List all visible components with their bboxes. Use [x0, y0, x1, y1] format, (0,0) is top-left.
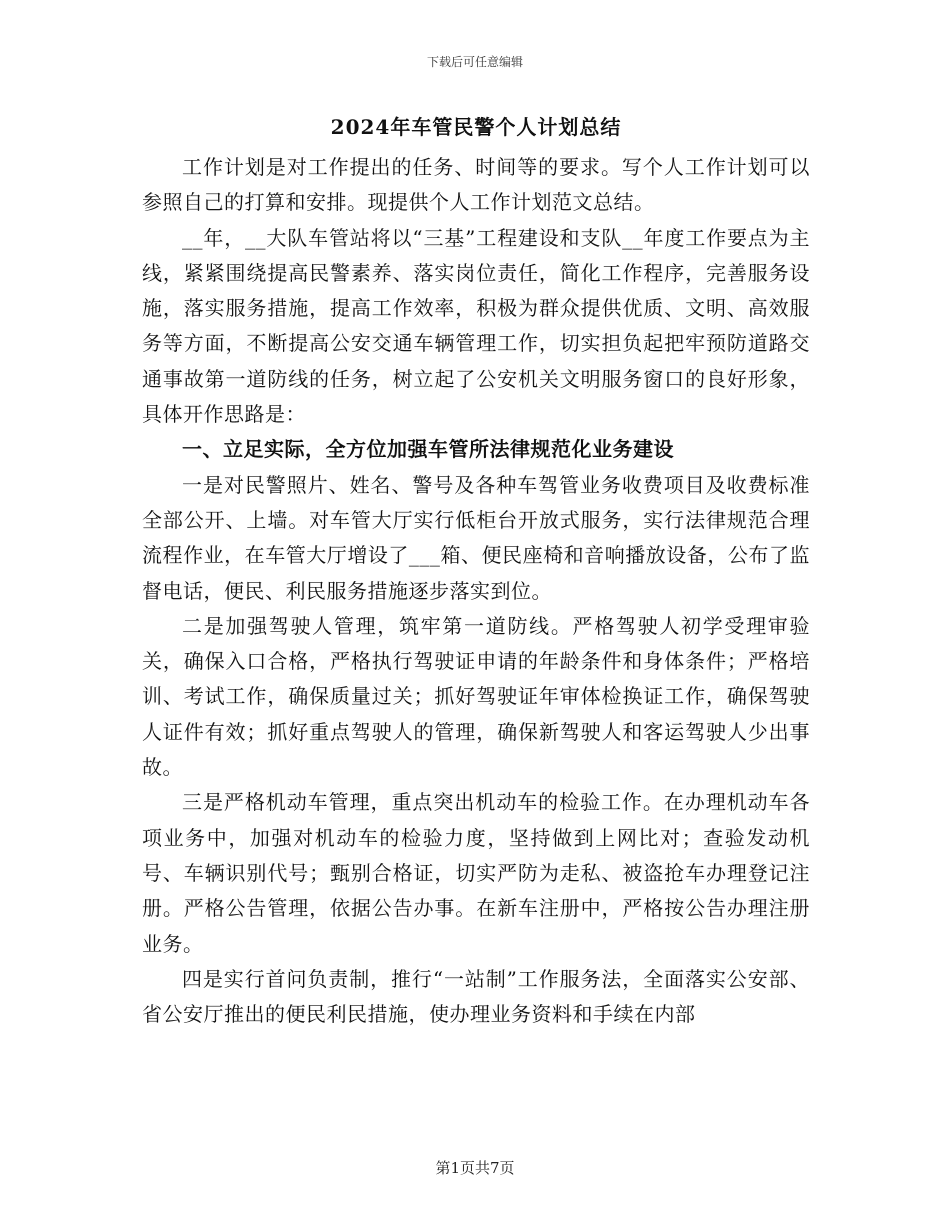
paragraph-item-1: 一是对民警照片、姓名、警号及各种车驾管业务收费项目及收费标准全部公开、上墙。对车管大厅实行低柜台开放式服务，实行法律规范合理流程作业，在车管大厅增设了___箱、便民座椅和音响播放设备，公布了监督电话，便民、利民服务措施逐步落实到位。 — [142, 472, 810, 603]
page-header-note: 下载后可任意编辑 — [426, 55, 523, 69]
section-heading-1: 一、立足实际，全方位加强车管所法律规范化业务建设 — [182, 437, 674, 462]
paragraph-overview: __年，__大队车管站将以“三基”工程建设和支队__年度工作要点为主线，紧紧围绕提高民警素养、落实岗位责任，简化工作程序，完善服务设施，落实服务措施，提高工作效率，积极为群众提供优质、文明、高效服务等方面，不断提高公安交通车辆管理工作，切实担负起把牢预防道路交通事故第一道防线的任务，树立起了公安机关文明服务窗口的良好形象，具体开作思路是： — [142, 225, 810, 427]
document-body — [142, 108, 810, 1032]
paragraph-item-2: 二是加强驾驶人管理，筑牢第一道防线。严格驾驶人初学受理审验关，确保入口合格，严格执行驾驶证申请的年龄条件和身体条件；严格培训、考试工作，确保质量过关；抓好驾驶证年审体检换证工作，确保驾驶人证件有效；抓好重点驾驶人的管理，确保新驾驶人和客运驾驶人少出事故。 — [142, 613, 810, 780]
document-title: 2024年车管民警个人计划总结 — [330, 115, 622, 139]
paragraph-item-3: 三是严格机动车管理，重点突出机动车的检验工作。在办理机动车各项业务中，加强对机动车的检验力度，坚持做到上网比对；查验发动机号、车辆识别代号；甄别合格证，切实严防为走私、被盗抢车办理登记注册。严格公告管理，依据公告办事。在新车注册中，严格按公告办理注册业务。 — [142, 790, 810, 956]
page-number: 第1页共7页 — [435, 1159, 515, 1177]
paragraph-intro: 工作计划是对工作提出的任务、时间等的要求。写个人工作计划可以参照自己的打算和安排。现提供个人工作计划范文总结。 — [142, 155, 810, 215]
paragraph-item-4: 四是实行首问负责制，推行“一站制”工作服务法，全面落实公安部、省公安厅推出的便民利民措施，使办理业务资料和手续在内部 — [142, 966, 810, 1027]
